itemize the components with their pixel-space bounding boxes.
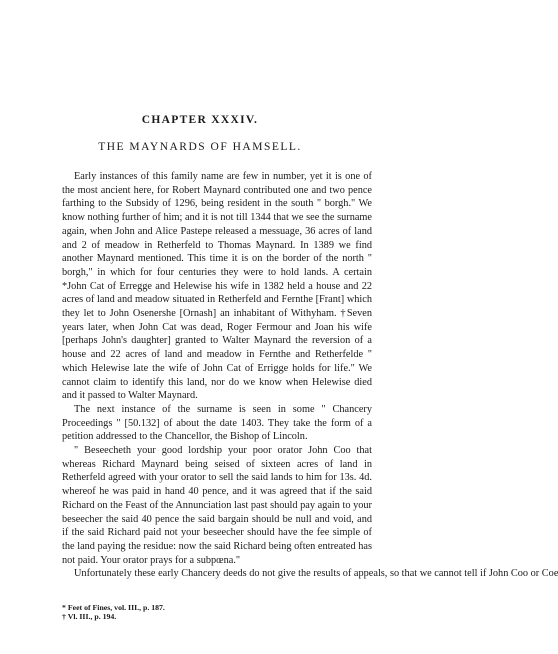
footnote-2: † Vl. III., p. 194. [62,612,117,622]
footnote-1: * Feet of Fines, vol. III., p. 187. [62,603,165,612]
chapter-heading: CHAPTER XXXIV. [141,114,259,126]
chapter-title: THE MAYNARDS OF HAMSELL. [98,141,302,153]
paragraph-2: The next instance of the surname is seen in some " Chancery Proceedings " [50.132] of about the date 1403. They take the form of a petition addressed to the Chancellor, the Bishop of Lincoln. [62,403,372,443]
paragraph-3: " Beseecheth your good lordship your poor orator John Coo that whereas Richard Maynard being seised of sixteen acres of land in Retherfeld agreed with your orator to sell the said lands to him for 13s. 4d. whereof he was paid in hand 40 pence, and it was agreed that if the said Richard on the Feast of the Annunciation last past should pay again to your beseecher the said 40 pence the said bargain should be null and void, and if the said Richard paid not your beseecher should have the fee simple of the land paying the residue: now the said Richard being often entreated has not paid. Your orator prays for a subpœna." [62,445,372,566]
paragraph-4: Unfortunately these early Chancery deeds do not give the results of appeals, so that we cannot tell if John Coo or Coe [74,568,558,580]
paragraph-1: Early instances of this family name are few in number, yet it is one of the most ancient here, for Robert Maynard contributed one and two pence farthing to the Subsidy of 1296, being resident in the south " borgh." We know nothing further of him; and it is not till 1344 that we see the surname again, when John and Alice Pastepe released a messuage, 36 acres of land and 2 of meadow in Retherfeld to Thomas Maynard. In 1389 we find another Maynard mentioned. This time it is on the border of the north " borgh," in which for four centuries they were to hold lands. A certain *John Cat of Erregge and Helewise his wife in 1382 held a house and 22 acres of land and meadow situated in Retherfeld and Fernthe [Frant] which they let to John Osenershe [Ornash] an inhabitant of Withyham. †Seven years later, when John Cat was dead, Roger Fermour and Joan his wife [perhaps John's daughter] granted to Walter Maynard the reversion of a house and 22 acres of land and meadow in Fernthe and Retherfelde " which Helewise late the wife of John Cat of Errigge holds for life." We cannot claim to identify this land, nor do we know when Helewise died and it passed to Walter Maynard. [62,171,372,402]
footnotes [62,603,372,622]
body-text [62,170,558,581]
